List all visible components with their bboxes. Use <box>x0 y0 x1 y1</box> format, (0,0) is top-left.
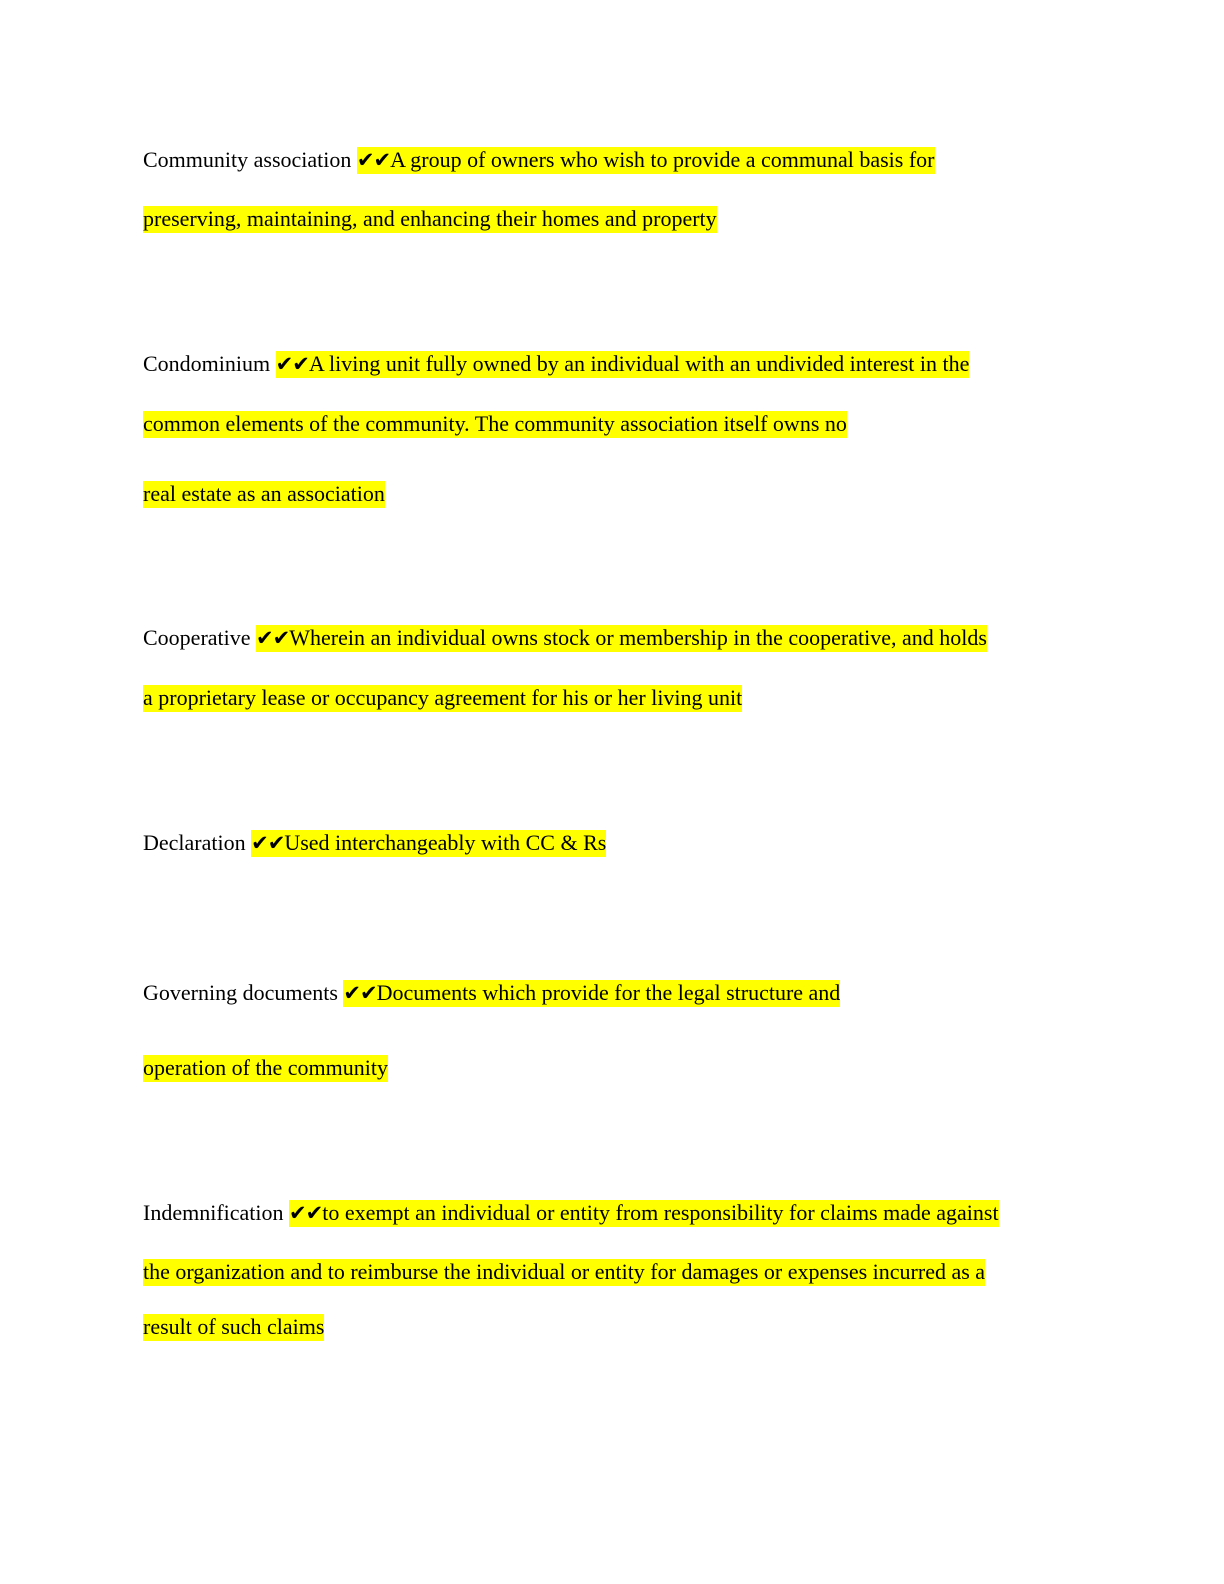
definition-highlight <box>251 830 606 857</box>
check-mark-icon: ✔✔ <box>256 626 290 650</box>
definition-continuation <box>143 683 742 713</box>
entry-declaration <box>143 828 606 858</box>
definition-highlight <box>357 147 935 174</box>
definition-line: the organization and to reimburse the individual or entity for damages or expenses incurred as a <box>143 1259 986 1284</box>
definition-highlight <box>276 351 970 378</box>
entry-indemnification <box>143 1198 999 1228</box>
term-label: Governing documents <box>143 980 338 1005</box>
entry-cooperative <box>143 623 987 653</box>
definition-continuation <box>143 1312 324 1342</box>
definition-line: Documents which provide for the legal structure and <box>376 980 841 1005</box>
check-mark-icon: ✔✔ <box>251 831 285 855</box>
definition-highlight <box>343 980 840 1007</box>
definition-line: a proprietary lease or occupancy agreement for his or her living unit <box>143 685 743 710</box>
entry-condominium <box>143 349 969 379</box>
definition-line: Used interchangeably with CC & Rs <box>284 830 607 855</box>
definition-line: result of such claims <box>143 1314 325 1339</box>
definition-line: operation of the community <box>143 1055 388 1080</box>
term-label: Declaration <box>143 830 246 855</box>
entry-community-association <box>143 145 935 175</box>
definition-highlight <box>256 625 987 652</box>
term-label: Community association <box>143 147 352 172</box>
definition-continuation <box>143 409 847 439</box>
definition-line: preserving, maintaining, and enhancing their homes and property <box>143 206 717 231</box>
term-label: Cooperative <box>143 625 251 650</box>
check-mark-icon: ✔✔ <box>356 148 391 172</box>
definition-line: real estate as an association <box>143 481 385 506</box>
definition-line: A group of owners who wish to provide a communal basis for <box>390 147 935 172</box>
definition-line: to exempt an individual or entity from responsibility for claims made against <box>322 1200 999 1225</box>
term-label: Condominium <box>143 351 271 376</box>
term-label: Indemnification <box>143 1200 284 1225</box>
definition-continuation <box>143 1257 985 1287</box>
entry-governing-documents <box>143 978 840 1008</box>
definition-highlight <box>289 1200 999 1227</box>
definition-continuation <box>143 204 717 234</box>
definition-line: common elements of the community. The community association itself owns no <box>143 411 847 436</box>
check-mark-icon: ✔✔ <box>343 981 377 1005</box>
check-mark-icon: ✔✔ <box>275 352 309 376</box>
definition-continuation <box>143 1053 388 1083</box>
definition-line: Wherein an individual owns stock or membership in the cooperative, and holds <box>289 625 987 650</box>
definition-continuation <box>143 479 385 509</box>
definition-line: A living unit fully owned by an individual with an undivided interest in the <box>308 351 970 376</box>
check-mark-icon: ✔✔ <box>289 1201 323 1225</box>
